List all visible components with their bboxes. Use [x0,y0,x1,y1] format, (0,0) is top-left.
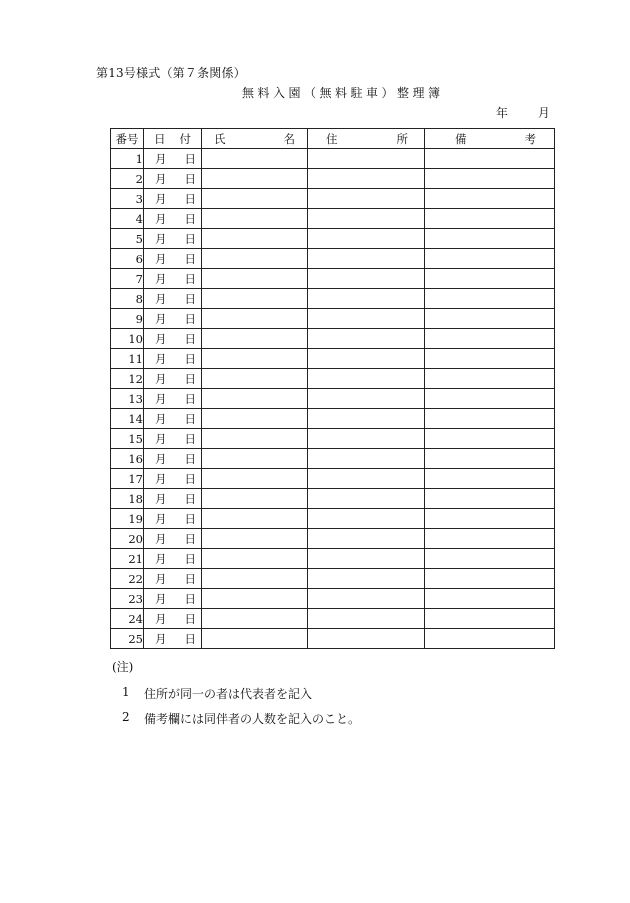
day-unit: 日 [184,571,196,586]
day-unit: 日 [184,351,196,366]
name-cell[interactable] [202,529,308,549]
name-cell[interactable] [202,289,308,309]
row-number: 18 [111,489,144,509]
notes-cell[interactable] [425,589,555,609]
date-cell[interactable] [144,269,202,289]
table-row [111,349,555,369]
table-row [111,629,555,649]
date-cell[interactable] [144,529,202,549]
table-row [111,149,555,169]
day-unit: 日 [184,551,196,566]
name-cell[interactable] [202,609,308,629]
address-cell[interactable] [308,209,425,229]
notes-cell[interactable] [425,209,555,229]
table-row [111,489,555,509]
day-unit: 日 [184,371,196,386]
date-cell[interactable] [144,189,202,209]
month-unit: 月 [155,371,167,386]
month-unit: 月 [155,271,167,286]
header-notes-a: 備 [455,131,467,146]
note-item [112,685,360,702]
date-cell[interactable] [144,449,202,469]
day-unit: 日 [184,411,196,426]
table-row [111,249,555,269]
address-cell[interactable] [308,169,425,189]
table-row [111,189,555,209]
day-unit: 日 [184,511,196,526]
month-unit: 月 [155,291,167,306]
date-cell[interactable] [144,169,202,189]
day-unit: 日 [184,431,196,446]
row-number: 19 [111,509,144,529]
name-cell[interactable] [202,309,308,329]
row-number: 13 [111,389,144,409]
day-unit: 日 [184,331,196,346]
note-text: 備考欄には同伴者の人数を記入のこと。 [144,712,361,726]
table-row [111,429,555,449]
day-unit: 日 [184,451,196,466]
month-unit: 月 [155,391,167,406]
table-row [111,169,555,189]
day-unit: 日 [184,471,196,486]
notes-cell[interactable] [425,549,555,569]
form-number: 第13号様式（第７条関係） [96,66,246,80]
table-row [111,569,555,589]
row-number: 9 [111,309,144,329]
note-number: 2 [122,710,130,724]
header-address-a: 住 [326,131,338,146]
date-cell[interactable] [144,469,202,489]
month-unit: 月 [155,531,167,546]
header-notes [425,129,555,149]
notes-cell[interactable] [425,489,555,509]
month-unit: 月 [155,171,167,186]
date-cell[interactable] [144,609,202,629]
address-cell[interactable] [308,369,425,389]
date-cell[interactable] [144,289,202,309]
table-row [111,229,555,249]
day-unit: 日 [184,251,196,266]
address-cell[interactable] [308,429,425,449]
name-cell[interactable] [202,189,308,209]
header-name [202,129,308,149]
notes-cell[interactable] [425,169,555,189]
name-cell[interactable] [202,329,308,349]
name-cell[interactable] [202,469,308,489]
row-number: 23 [111,589,144,609]
name-cell[interactable] [202,389,308,409]
date-cell[interactable] [144,309,202,329]
date-cell[interactable] [144,409,202,429]
month-unit: 月 [155,491,167,506]
header-number: 番号 [111,129,144,149]
year-month-line [496,104,550,121]
row-number: 6 [111,249,144,269]
name-cell[interactable] [202,589,308,609]
address-cell[interactable] [308,309,425,329]
notes-section [112,658,360,735]
date-cell[interactable] [144,629,202,649]
row-number: 14 [111,409,144,429]
header-date-b: 付 [179,131,191,146]
row-number: 1 [111,149,144,169]
table-row [111,269,555,289]
row-number: 2 [111,169,144,189]
name-cell[interactable] [202,629,308,649]
date-cell[interactable] [144,569,202,589]
row-number: 12 [111,369,144,389]
address-cell[interactable] [308,469,425,489]
day-unit: 日 [184,391,196,406]
notes-cell[interactable] [425,509,555,529]
month-unit: 月 [155,311,167,326]
name-cell[interactable] [202,149,308,169]
notes-cell[interactable] [425,189,555,209]
name-cell[interactable] [202,569,308,589]
row-number: 16 [111,449,144,469]
date-cell[interactable] [144,229,202,249]
month-unit: 月 [155,431,167,446]
table-row [111,589,555,609]
address-cell[interactable] [308,249,425,269]
notes-cell[interactable] [425,449,555,469]
address-cell[interactable] [308,349,425,369]
date-cell[interactable] [144,429,202,449]
notes-cell[interactable] [425,229,555,249]
row-number: 20 [111,529,144,549]
date-cell[interactable] [144,549,202,569]
month-unit: 月 [155,571,167,586]
day-unit: 日 [184,531,196,546]
table-row [111,289,555,309]
table-row [111,529,555,549]
table-row [111,309,555,329]
address-cell[interactable] [308,189,425,209]
address-cell[interactable] [308,609,425,629]
row-number: 11 [111,349,144,369]
name-cell[interactable] [202,229,308,249]
month-unit: 月 [155,231,167,246]
address-cell[interactable] [308,569,425,589]
address-cell[interactable] [308,329,425,349]
day-unit: 日 [184,211,196,226]
table-row [111,389,555,409]
month-unit: 月 [155,591,167,606]
day-unit: 日 [184,291,196,306]
notes-cell[interactable] [425,269,555,289]
row-number: 17 [111,469,144,489]
notes-cell[interactable] [425,289,555,309]
date-cell[interactable] [144,249,202,269]
table-row [111,369,555,389]
register-table [110,128,555,649]
address-cell[interactable] [308,509,425,529]
date-cell[interactable] [144,329,202,349]
row-number: 21 [111,549,144,569]
day-unit: 日 [184,151,196,166]
notes-cell[interactable] [425,429,555,449]
date-cell[interactable] [144,209,202,229]
row-number: 10 [111,329,144,349]
day-unit: 日 [184,231,196,246]
notes-cell[interactable] [425,529,555,549]
row-number: 24 [111,609,144,629]
table-row [111,209,555,229]
header-date [144,129,202,149]
month-unit: 月 [155,211,167,226]
notes-cell[interactable] [425,469,555,489]
row-number: 8 [111,289,144,309]
notes-cell[interactable] [425,349,555,369]
register-body [111,149,555,649]
header-name-a: 氏 [214,131,226,146]
table-header-row [111,129,555,149]
row-number: 3 [111,189,144,209]
month-unit: 月 [155,351,167,366]
name-cell[interactable] [202,369,308,389]
date-cell[interactable] [144,149,202,169]
name-cell[interactable] [202,349,308,369]
name-cell[interactable] [202,549,308,569]
address-cell[interactable] [308,389,425,409]
header-date-a: 日 [154,131,166,146]
address-cell[interactable] [308,449,425,469]
row-number: 15 [111,429,144,449]
name-cell[interactable] [202,169,308,189]
address-cell[interactable] [308,149,425,169]
day-unit: 日 [184,271,196,286]
name-cell[interactable] [202,449,308,469]
date-cell[interactable] [144,369,202,389]
notes-heading: (注) [112,660,134,674]
address-cell[interactable] [308,289,425,309]
day-unit: 日 [184,311,196,326]
address-cell[interactable] [308,589,425,609]
date-cell[interactable] [144,389,202,409]
notes-cell[interactable] [425,389,555,409]
month-unit: 月 [155,331,167,346]
table-row [111,469,555,489]
document-title: 無料入園（無料駐車）整理簿 [242,86,444,100]
date-cell[interactable] [144,509,202,529]
date-cell[interactable] [144,349,202,369]
table-row [111,509,555,529]
table-row [111,609,555,629]
header-address-b: 所 [396,131,408,146]
month-unit: 月 [155,511,167,526]
name-cell[interactable] [202,269,308,289]
table-row [111,449,555,469]
name-cell[interactable] [202,209,308,229]
notes-cell[interactable] [425,329,555,349]
date-cell[interactable] [144,589,202,609]
note-text: 住所が同一の者は代表者を記入 [144,687,313,701]
month-unit: 月 [155,411,167,426]
month-unit: 月 [155,611,167,626]
month-unit: 月 [155,451,167,466]
table-row [111,549,555,569]
day-unit: 日 [184,591,196,606]
name-cell[interactable] [202,489,308,509]
row-number: 5 [111,229,144,249]
month-unit: 月 [155,471,167,486]
address-cell[interactable] [308,489,425,509]
month-unit: 月 [155,631,167,646]
notes-cell[interactable] [425,609,555,629]
address-cell[interactable] [308,269,425,289]
month-unit: 月 [155,191,167,206]
header-name-b: 名 [283,131,295,146]
table-row [111,409,555,429]
row-number: 4 [111,209,144,229]
notes-cell[interactable] [425,149,555,169]
year-label: 年 [496,106,509,120]
day-unit: 日 [184,171,196,186]
address-cell[interactable] [308,629,425,649]
row-number: 7 [111,269,144,289]
address-cell[interactable] [308,549,425,569]
month-label: 月 [537,106,550,120]
address-cell[interactable] [308,529,425,549]
note-item [112,710,360,727]
address-cell[interactable] [308,409,425,429]
note-number: 1 [122,685,130,699]
month-unit: 月 [155,251,167,266]
address-cell[interactable] [308,229,425,249]
row-number: 25 [111,629,144,649]
notes-cell[interactable] [425,309,555,329]
notes-cell[interactable] [425,629,555,649]
day-unit: 日 [184,191,196,206]
date-cell[interactable] [144,489,202,509]
month-unit: 月 [155,551,167,566]
day-unit: 日 [184,491,196,506]
name-cell[interactable] [202,429,308,449]
header-notes-b: 考 [524,131,536,146]
name-cell[interactable] [202,509,308,529]
day-unit: 日 [184,611,196,626]
row-number: 22 [111,569,144,589]
header-address [308,129,425,149]
table-row [111,329,555,349]
notes-cell[interactable] [425,409,555,429]
day-unit: 日 [184,631,196,646]
month-unit: 月 [155,151,167,166]
name-cell[interactable] [202,249,308,269]
notes-cell[interactable] [425,569,555,589]
notes-cell[interactable] [425,249,555,269]
notes-cell[interactable] [425,369,555,389]
name-cell[interactable] [202,409,308,429]
